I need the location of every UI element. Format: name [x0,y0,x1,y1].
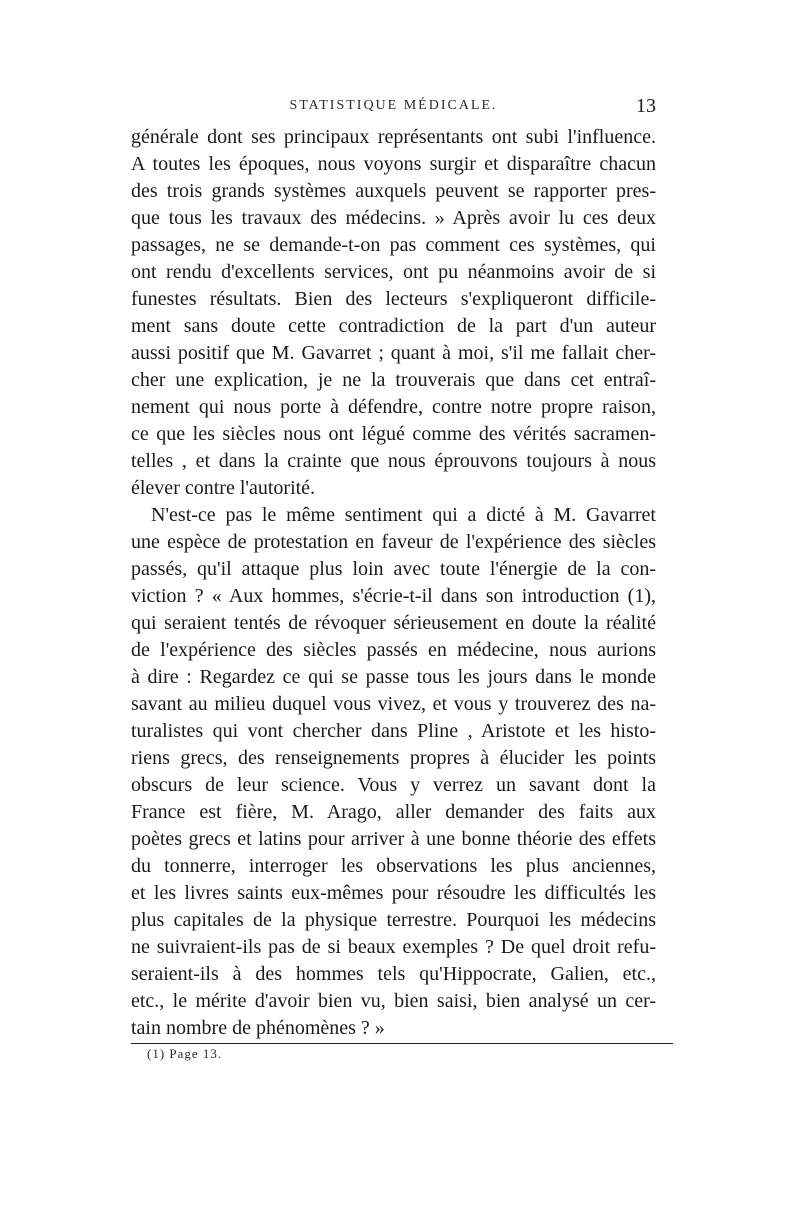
text-line: tain nombre de phénomènes ? » [131,1017,385,1039]
text-line: funestes résultats. Bien des lecteurs s'expliqueront difficile- [131,288,656,310]
footnote: (1) Page 13. [147,1046,223,1061]
text-line: que tous les travaux des médecins. » Après avoir lu ces deux [131,207,656,229]
text-line: qui seraient tentés de révoquer sérieusement en doute la réalité [131,612,656,634]
running-title: STATISTIQUE MÉDICALE. [289,98,498,113]
text-line: obscurs de leur science. Vous y verrez un savant dont la [131,774,656,796]
text-line: telles , et dans la crainte que nous éprouvons toujours à nous [131,450,656,472]
text-line: générale dont ses principaux représentants ont subi l'influence. [131,126,656,148]
text-line: plus capitales de la physique terrestre. Pourquoi les médecins [131,909,656,931]
text-line: ont rendu d'excellents services, ont pu néanmoins avoir de si [131,261,656,283]
text-line: N'est-ce pas le même sentiment qui a dicté à M. Gavarret [151,504,656,526]
text-line: une espèce de protestation en faveur de l'expérience des siècles [131,531,656,553]
text-line: et les livres saints eux-mêmes pour résoudre les difficultés les [131,882,656,904]
text-line: passages, ne se demande-t-on pas comment ces systèmes, qui [131,234,656,256]
text-line: A toutes les époques, nous voyons surgir et disparaître chacun [131,153,656,175]
text-line: France est fière, M. Arago, aller demander des faits aux [131,801,656,823]
text-line: savant au milieu duquel vous vivez, et vous y trouverez des na- [131,693,656,715]
running-head [131,95,656,122]
body-text [131,124,656,1042]
footnote-divider [131,1043,673,1044]
text-line: ne suivraient-ils pas de si beaux exemples ? De quel droit refu- [131,936,656,958]
text-line: cher une explication, je ne la trouverais que dans cet entraî- [131,369,656,391]
text-line: des trois grands systèmes auxquels peuvent se rapporter pres- [131,180,656,202]
text-line: riens grecs, des renseignements propres à élucider les points [131,747,656,769]
text-line: de l'expérience des siècles passés en médecine, nous aurions [131,639,656,661]
page-number: 13 [636,95,656,117]
text-line: élever contre l'autorité. [131,477,316,499]
text-line: turalistes qui vont chercher dans Pline , Aristote et les histo- [131,720,656,742]
text-line: seraient-ils à des hommes tels qu'Hippocrate, Galien, etc., [131,963,656,985]
text-line: viction ? « Aux hommes, s'écrie-t-il dans son introduction (1), [131,585,656,607]
text-line: nement qui nous porte à défendre, contre notre propre raison, [131,396,656,418]
text-line: du tonnerre, interroger les observations les plus anciennes, [131,855,656,877]
text-line: poètes grecs et latins pour arriver à une bonne théorie des effets [131,828,656,850]
text-line: aussi positif que M. Gavarret ; quant à moi, s'il me fallait cher- [131,342,656,364]
text-line: passés, qu'il attaque plus loin avec toute l'énergie de la con- [131,558,656,580]
text-line: à dire : Regardez ce qui se passe tous les jours dans le monde [131,666,656,688]
text-line: ment sans doute cette contradiction de la part d'un auteur [131,315,656,337]
text-line: etc., le mérite d'avoir bien vu, bien saisi, bien analysé un cer- [131,990,656,1012]
text-line: ce que les siècles nous ont légué comme des vérités sacramen- [131,423,656,445]
